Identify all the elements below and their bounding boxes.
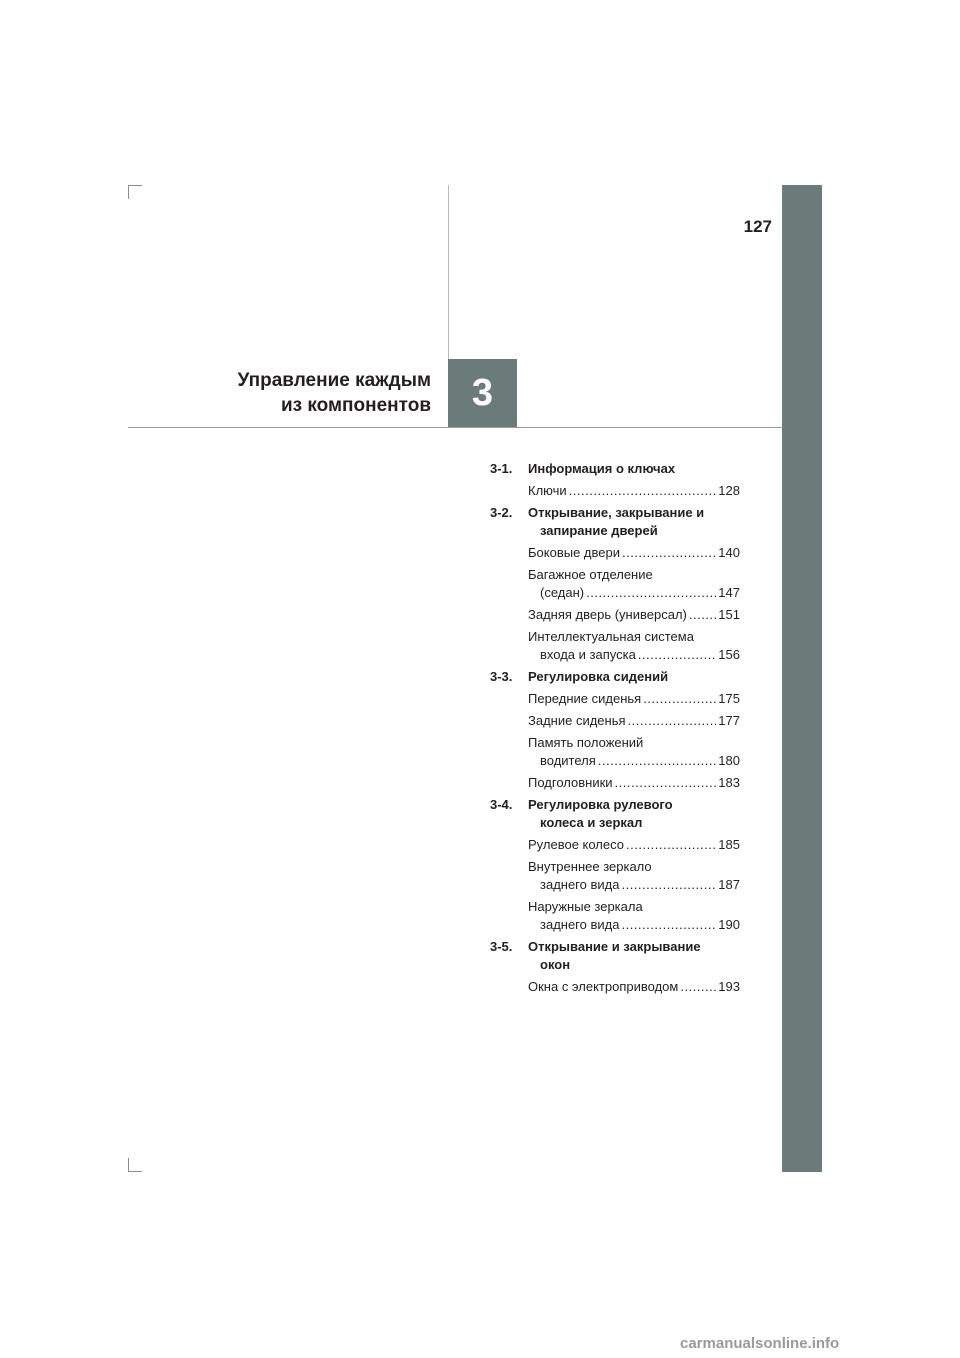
toc-leader-dots <box>615 774 717 792</box>
toc-section-title-line: окон <box>540 957 571 972</box>
toc-entry-text: Боковые двери <box>528 545 620 560</box>
toc-entry-text: заднего вида <box>540 877 620 892</box>
crop-mark-bottom-v <box>128 1158 129 1172</box>
crop-mark-top-h <box>128 185 142 186</box>
toc-entry-text: Багажное отделение <box>528 567 653 582</box>
toc-entry-page: 183 <box>718 775 740 790</box>
toc-section-title <box>528 796 740 832</box>
toc-entry-page: 180 <box>718 753 740 768</box>
toc-entry-page: 147 <box>718 585 740 600</box>
toc-section-title <box>528 504 740 540</box>
toc-leader-dots <box>622 544 716 562</box>
toc-entry-text: Ключи <box>528 483 567 498</box>
toc-entry-line <box>528 774 740 792</box>
toc-entry-page: 185 <box>718 837 740 852</box>
toc-entry-text: Память положений <box>528 735 644 750</box>
toc-entry-page: 190 <box>718 917 740 932</box>
toc-entry <box>490 774 740 792</box>
toc-section <box>490 460 740 500</box>
toc-entry-page: 156 <box>718 647 740 662</box>
toc-entry-text: Передние сиденья <box>528 691 642 706</box>
toc-leader-dots <box>638 646 717 664</box>
toc-entry-text: Подголовники <box>528 775 613 790</box>
toc-entry <box>490 606 740 624</box>
toc-entry <box>490 544 740 562</box>
toc-entry-page: 187 <box>718 877 740 892</box>
toc-entry-line <box>528 482 740 500</box>
toc-section <box>490 504 740 664</box>
toc-section-title-line: Открывание и закрывание <box>528 939 701 954</box>
toc-section-title <box>528 668 740 686</box>
page-number: 127 <box>743 217 772 236</box>
toc-entry-line <box>528 876 740 894</box>
toc-entry-line <box>528 978 740 996</box>
toc-entry-text: Задние сиденья <box>528 713 626 728</box>
toc-entry <box>490 734 740 770</box>
toc-entry-line <box>528 646 740 664</box>
toc-entry-line <box>528 712 740 730</box>
toc-section-heading <box>490 504 740 540</box>
toc-leader-dots <box>569 482 717 500</box>
toc-entry <box>490 898 740 934</box>
toc-entry-line <box>528 544 740 562</box>
toc-leader-dots <box>643 690 716 708</box>
toc-section-number: 3-2. <box>490 505 513 520</box>
toc-entry <box>490 836 740 854</box>
chapter-title-line1: Управление каждым <box>237 370 431 391</box>
toc-leader-dots <box>628 712 717 730</box>
toc-entry <box>490 858 740 894</box>
toc-entry <box>490 628 740 664</box>
toc-entry <box>490 978 740 996</box>
toc-entry-text: заднего вида <box>540 917 620 932</box>
toc-leader-dots <box>621 916 716 934</box>
toc-entry-line <box>528 606 740 624</box>
toc-entry-line <box>528 916 740 934</box>
toc-section-title-line: Открывание, закрывание и <box>528 505 705 520</box>
watermark: carmanualsonline.info <box>680 1335 840 1352</box>
table-of-contents <box>490 460 740 1000</box>
toc-section-number: 3-4. <box>490 797 513 812</box>
toc-entry-text: Наружные зеркала <box>528 899 643 914</box>
toc-entry-text: Интеллектуальная система <box>528 629 694 644</box>
toc-leader-dots <box>680 978 716 996</box>
toc-entry-text: Внутреннее зеркало <box>528 859 652 874</box>
toc-section-title-line: запирание дверей <box>540 523 658 538</box>
toc-entry-text: Окна с электроприводом <box>528 979 679 994</box>
toc-entry-line <box>528 836 740 854</box>
toc-section-title-line: Регулировка сидений <box>528 669 669 684</box>
header-divider <box>128 427 783 428</box>
toc-entry <box>490 482 740 500</box>
toc-entry-page: 140 <box>718 545 740 560</box>
toc-section-title <box>528 460 740 478</box>
toc-section-heading <box>490 668 740 686</box>
toc-leader-dots <box>586 584 716 602</box>
toc-entry-page: 151 <box>718 607 740 622</box>
toc-section-title-line: Регулировка рулевого <box>528 797 673 812</box>
toc-section-title <box>528 938 740 974</box>
chapter-title <box>180 368 431 418</box>
toc-section <box>490 938 740 996</box>
toc-entry <box>490 566 740 602</box>
toc-section-number: 3-5. <box>490 939 513 954</box>
vertical-divider <box>448 185 449 360</box>
toc-section-heading <box>490 796 740 832</box>
toc-section-number: 3-1. <box>490 461 513 476</box>
toc-entry-page: 128 <box>718 483 740 498</box>
toc-entry-line <box>528 584 740 602</box>
toc-section-heading <box>490 938 740 974</box>
toc-entry-text: Задняя дверь (универсал) <box>528 607 687 622</box>
crop-mark-top-v <box>128 185 129 199</box>
toc-entry-text: (седан) <box>540 585 585 600</box>
toc-section-number: 3-3. <box>490 669 513 684</box>
chapter-side-tab <box>782 185 822 1172</box>
toc-section-title-line: Информация о ключах <box>528 461 676 476</box>
toc-entry-page: 177 <box>718 713 740 728</box>
toc-leader-dots <box>621 876 716 894</box>
toc-entry-line <box>528 690 740 708</box>
toc-leader-dots <box>689 606 716 624</box>
toc-entry <box>490 712 740 730</box>
toc-entry <box>490 690 740 708</box>
toc-entry-line <box>528 752 740 770</box>
crop-mark-bottom-h <box>128 1171 142 1172</box>
toc-entry-page: 193 <box>718 979 740 994</box>
toc-entry-text: Рулевое колесо <box>528 837 625 852</box>
chapter-title-line2: из компонентов <box>280 395 431 416</box>
toc-entry-page: 175 <box>718 691 740 706</box>
chapter-number-box: 3 <box>448 359 517 427</box>
toc-section-title-line: колеса и зеркал <box>540 815 643 830</box>
toc-section <box>490 796 740 934</box>
toc-entry-text: входа и запуска <box>540 647 636 662</box>
toc-section-heading <box>490 460 740 478</box>
toc-leader-dots <box>598 752 717 770</box>
toc-leader-dots <box>626 836 716 854</box>
toc-entry-text: водителя <box>540 753 596 768</box>
toc-section <box>490 668 740 792</box>
